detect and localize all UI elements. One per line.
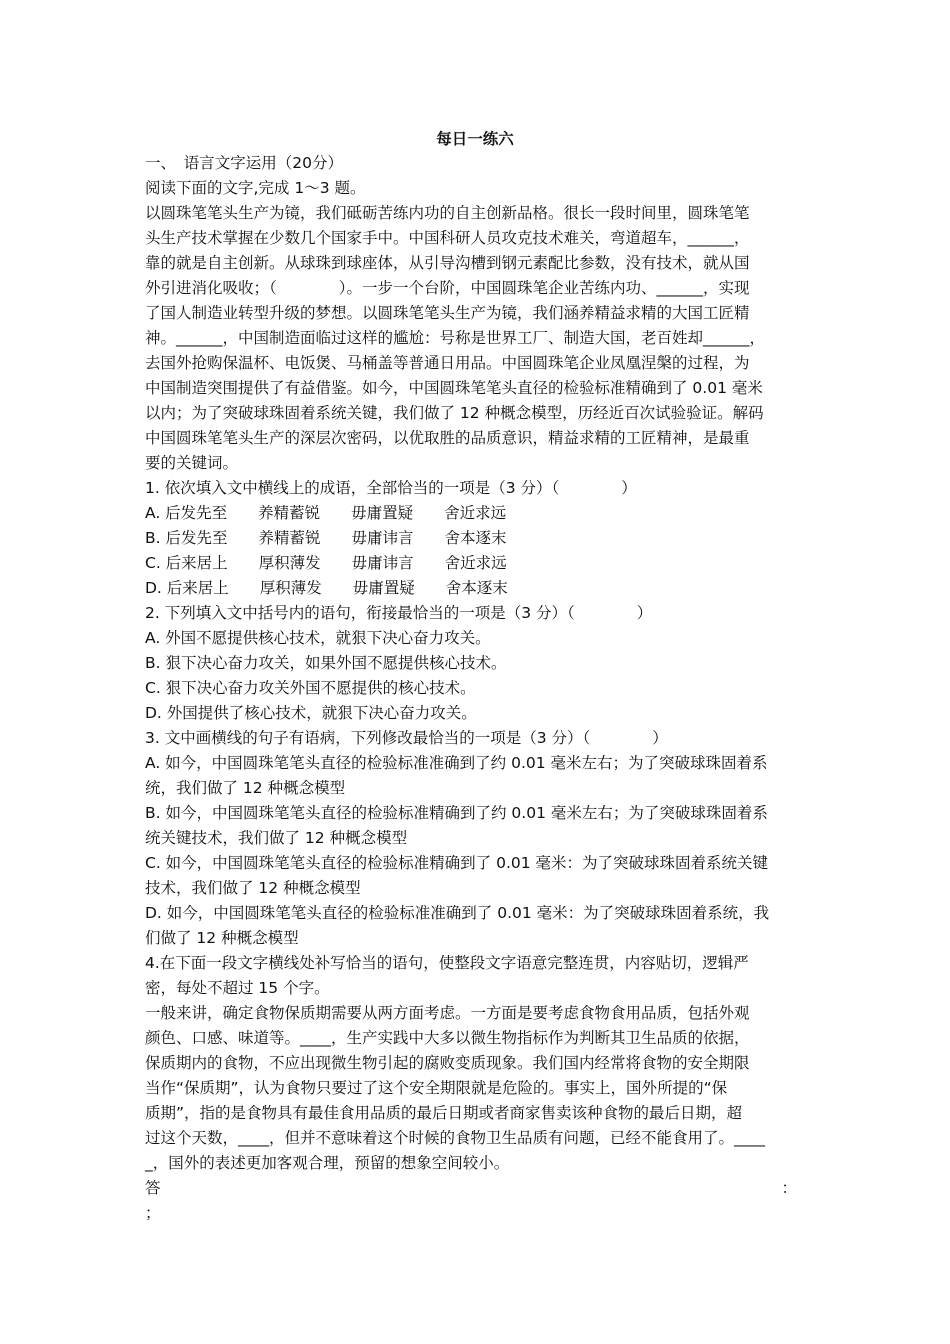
question-stem-cont: 密，每处不超过 15 个字。 [145,979,330,997]
document-body [145,151,811,1226]
option-a: A. 外国不愿提供核心技术，就狠下决心奋力攻关。 [145,629,491,647]
option-d: D. 后来居上 厚积薄发 毋庸置疑 舍本逐末 [145,579,508,597]
passage-line: 保质期内的食物，不应出现微生物引起的腐败变质现象。我们国内经常将食物的安全期限 [145,1054,750,1072]
question-stem: 2. 下列填入文中括号内的语句，衔接最恰当的一项是（3 分）（ ） [145,604,653,622]
option-a: A. 如今，中国圆珠笔笔头直径的检验标准准确到了约 0.01 毫米左右；为了突破球珠固着系 [145,754,768,772]
page-title: 每日一练六 [436,130,514,148]
passage-line: 神。______，中国制造面临过这样的尴尬：号称是世界工厂、制造大国，老百姓却______， [145,329,766,347]
option-b: B. 如今，中国圆珠笔笔头直径的检验标准精确到了约 0.01 毫米左右；为了突破球珠固着系 [145,804,768,822]
option-a: A. 后发先至 养精蓄锐 毋庸置疑 舍近求远 [145,504,507,522]
option-d: D. 外国提供了核心技术，就狠下决心奋力攻关。 [145,704,477,722]
answer-colon: ： [781,1179,797,1197]
option-d-cont: 们做了 12 种概念模型 [145,929,299,947]
passage-line: 以内；为了突破球珠固着系统关键，我们做了 12 种概念模型，历经近百次试验验证。解码 [145,404,764,422]
passage-line: 靠的就是自主创新。从球珠到球座体，从引导沟槽到钢元素配比参数，没有技术，就从国 [145,254,750,272]
question-stem: 1. 依次填入文中横线上的成语，全部恰当的一项是（3 分）（ ） [145,479,637,497]
passage-line: _，国外的表述更加客观合理，预留的想象空间较小。 [145,1154,510,1172]
passage-line: 去国外抢购保温杯、电饭煲、马桶盖等普通日用品。中国圆珠笔企业凤凰涅槃的过程，为 [145,354,750,372]
passage-line: 了国人制造业转型升级的梦想。以圆珠笔笔头生产为镜，我们涵养精益求精的大国工匠精 [145,304,750,322]
passage-line: 以圆珠笔笔头生产为镜，我们砥砺苦练内功的自主创新品格。很长一段时间里，圆珠笔笔 [145,204,750,222]
option-c: C. 如今，中国圆珠笔笔头直径的检验标准精确到了 0.01 毫米：为了突破球珠固着系统关键 [145,854,769,872]
question-2 [145,601,811,726]
answer-row [145,1176,811,1201]
option-a-cont: 统，我们做了 12 种概念模型 [145,779,346,797]
passage-line: 外引进消化吸收；（ ）。一步一个台阶，中国圆珠笔企业苦练内功、______，实现 [145,279,750,297]
passage-line: 要的关键词。 [145,454,239,472]
question-1 [145,476,811,601]
passage-line: 一般来讲，确定食物保质期需要从两方面考虑。一方面是要考虑食物食用品质，包括外观 [145,1004,750,1022]
passage-line: 中国圆珠笔笔头生产的深层次密码，以优取胜的品质意识，精益求精的工匠精神，是最重 [145,429,750,447]
question-stem: 3. 文中画横线的句子有语病，下列修改最恰当的一项是（3 分）（ ） [145,729,668,747]
option-b-cont: 统关键技术，我们做了 12 种概念模型 [145,829,408,847]
option-b: B. 狠下决心奋力攻关，如果外国不愿提供核心技术。 [145,654,507,672]
passage-line: 过这个天数，____，但并不意味着这个时候的食物卫生品质有问题，已经不能食用了。____ [145,1129,766,1147]
option-c: C. 后来居上 厚积薄发 毋庸讳言 舍近求远 [145,554,507,572]
section-heading: 一、 语言文字运用（20分） [145,154,343,172]
question-4 [145,951,811,1226]
passage-line: 颜色、口感、味道等。____，生产实践中大多以微生物指标作为判断其卫生品质的依据， [145,1029,750,1047]
question-3 [145,726,811,951]
passage-line: 头生产技术掌握在少数几个国家手中。中国科研人员攻克技术难关，弯道超车，______， [145,229,750,247]
answer-semicolon: ； [145,1204,161,1222]
passage-line: 当作“保质期”，认为食物只要过了这个安全期限就是危险的。事实上，国外所提的“保 [145,1079,728,1097]
option-b: B. 后发先至 养精蓄锐 毋庸讳言 舍本逐末 [145,529,507,547]
instruction: 阅读下面的文字,完成 1～3 题。 [145,179,366,197]
option-d: D. 如今，中国圆珠笔笔头直径的检验标准准确到了 0.01 毫米：为了突破球珠固着系统，我 [145,904,770,922]
option-c: C. 狠下决心奋力攻关外国不愿提供的核心技术。 [145,679,476,697]
option-c-cont: 技术，我们做了 12 种概念模型 [145,879,361,897]
passage-line: 中国制造突围提供了有益借鉴。如今，中国圆珠笔笔头直径的检验标准精确到了 0.01 毫米 [145,379,763,397]
passage-line: 质期”，指的是食物具有最佳食用品质的最后日期或者商家售卖该种食物的最后日期，超 [145,1104,743,1122]
question-stem: 4.在下面一段文字横线处补写恰当的语句，使整段文字语意完整连贯，内容贴切，逻辑严 [145,954,749,972]
answer-label: 答 [145,1179,161,1197]
passage-1 [145,201,811,476]
